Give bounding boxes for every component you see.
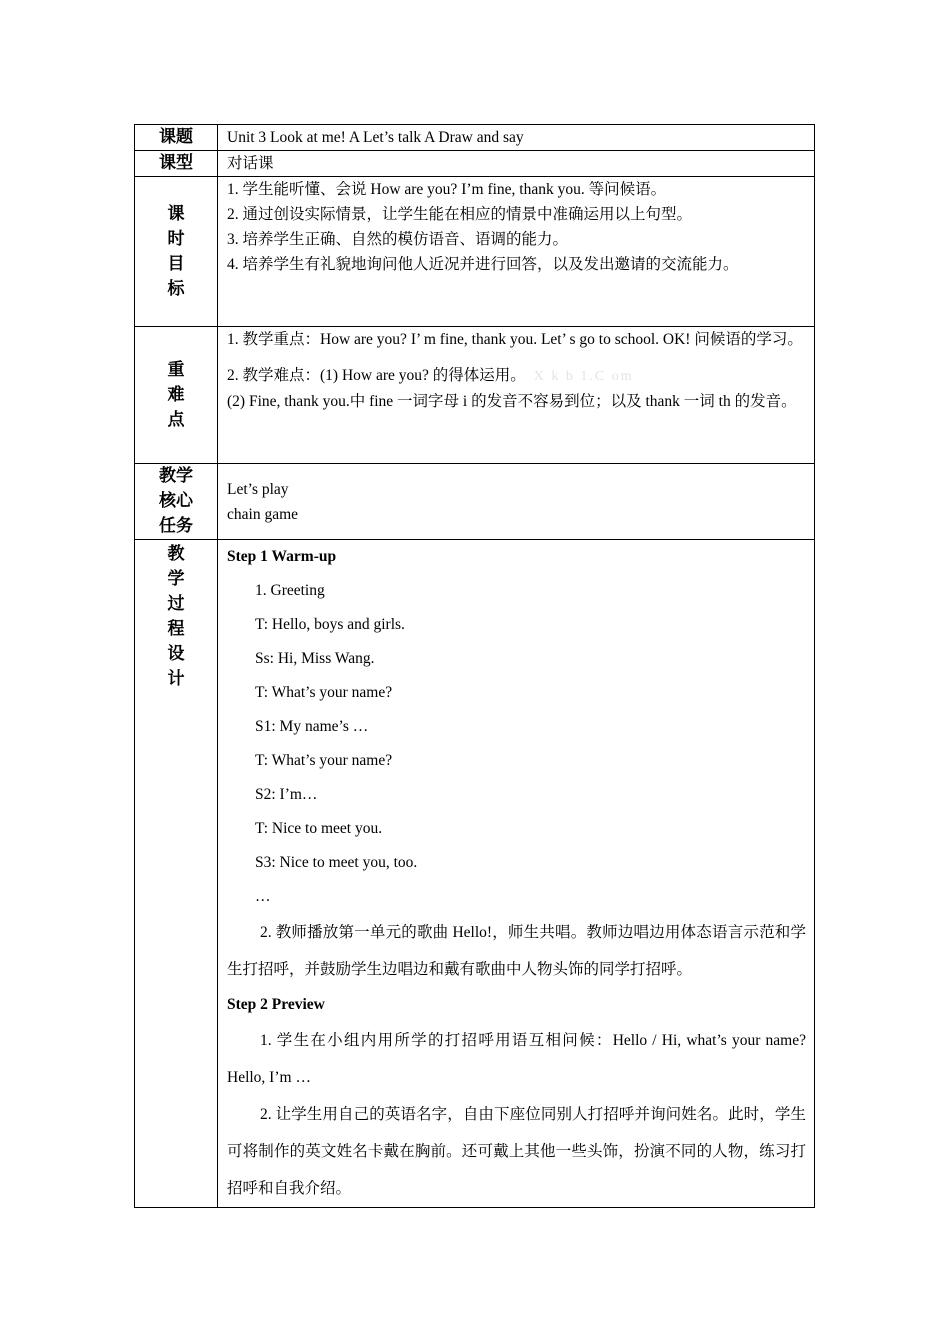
objective-item: 4. 培养学生有礼貌地询问他人近况并进行回答，以及发出邀请的交流能力。 <box>227 256 739 273</box>
type-value: 对话课 <box>218 151 815 177</box>
type-row <box>135 151 815 177</box>
key-points-content <box>218 327 815 464</box>
key-point-difficulty-text: 2. 教学难点：(1) How are you? 的得体运用。 <box>227 367 526 384</box>
lesson-plan-table <box>134 124 815 1208</box>
process-content <box>218 540 815 1208</box>
step1-line: T: What’s your name? <box>255 684 393 701</box>
type-label: 课型 <box>135 151 218 177</box>
core-task-row <box>135 464 815 540</box>
step1-line: S3: Nice to meet you, too. <box>255 854 418 871</box>
core-task-label-line: 核心 <box>159 491 193 511</box>
core-task-label-line: 教学 <box>159 466 193 486</box>
process-label-char: 学 <box>167 569 185 589</box>
topic-row <box>135 125 815 151</box>
process-label-char: 程 <box>167 619 185 639</box>
objectives-label-char: 目 <box>167 253 185 274</box>
process-row <box>135 540 815 1208</box>
key-points-label <box>135 327 218 464</box>
process-label-char: 设 <box>167 644 185 664</box>
step1-line: Ss: Hi, Miss Wang. <box>255 650 375 667</box>
core-task-line: chain game <box>227 505 299 523</box>
topic-value: Unit 3 Look at me! A Let’s talk A Draw and say <box>218 125 815 151</box>
core-task-label-line: 任务 <box>159 516 193 536</box>
core-task-line: Let’s play <box>227 480 289 498</box>
step1-line: S1: My name’s … <box>255 718 369 735</box>
step2-paragraph: 1. 学生在小组内用所学的打招呼用语互相问候：Hello / Hi, what’s your name? Hello, I’m … <box>227 1032 806 1086</box>
step1-line: T: What’s your name? <box>255 752 393 769</box>
step1-line: T: Hello, boys and girls. <box>255 616 405 633</box>
key-point-focus: 1. 教学重点：How are you? I’ m fine, thank you. Let’ s go to school. OK! 问候语的学习。 <box>227 331 803 348</box>
objectives-label-char: 时 <box>167 228 185 249</box>
key-point-difficulty-detail: (2) Fine, thank you.中 fine 一词字母 i 的发音不容易到位；以及 thank 一词 th 的发音。 <box>227 393 797 410</box>
step1-line: S2: I’m… <box>255 786 318 803</box>
step1-line: … <box>255 888 271 905</box>
core-task-content <box>218 464 815 540</box>
objectives-label <box>135 177 218 327</box>
step2-title: Step 2 Preview <box>227 996 325 1013</box>
objectives-label-char: 标 <box>167 278 185 299</box>
topic-label: 课题 <box>135 125 218 151</box>
objective-item: 2. 通过创设实际情景，让学生能在相应的情景中准确运用以上句型。 <box>227 206 693 223</box>
key-points-label-char: 难 <box>167 384 185 405</box>
watermark-text: X k b 1.C om <box>533 369 634 384</box>
step2-paragraph: 2. 让学生用自己的英语名字，自由下座位同别人打招呼并询问姓名。此时，学生可将制作的英文姓名卡戴在胸前。还可戴上其他一些头饰，扮演不同的人物，练习打招呼和自我介绍。 <box>227 1106 806 1197</box>
objective-item: 1. 学生能听懂、会说 How are you? I’m fine, thank you. 等问候语。 <box>227 181 667 198</box>
objectives-row <box>135 177 815 327</box>
step1-line: T: Nice to meet you. <box>255 820 383 837</box>
core-task-label <box>135 464 218 540</box>
process-label-char: 教 <box>167 544 185 564</box>
key-points-label-char: 点 <box>167 409 185 430</box>
process-label-char: 计 <box>167 669 185 689</box>
key-points-label-char: 重 <box>167 359 185 380</box>
objective-item: 3. 培养学生正确、自然的模仿语音、语调的能力。 <box>227 231 569 248</box>
objectives-content <box>218 177 815 327</box>
process-label <box>135 540 218 1208</box>
step1-paragraph: 2. 教师播放第一单元的歌曲 Hello!，师生共唱。教师边唱边用体态语言示范和学生打招呼，并鼓励学生边唱边和戴有歌曲中人物头饰的同学打招呼。 <box>227 924 806 978</box>
step1-title: Step 1 Warm-up <box>227 548 337 565</box>
key-points-row <box>135 327 815 464</box>
step1-line: 1. Greeting <box>255 582 325 599</box>
process-label-char: 过 <box>167 594 185 614</box>
key-point-difficulty <box>227 363 806 389</box>
objectives-label-char: 课 <box>167 203 185 224</box>
